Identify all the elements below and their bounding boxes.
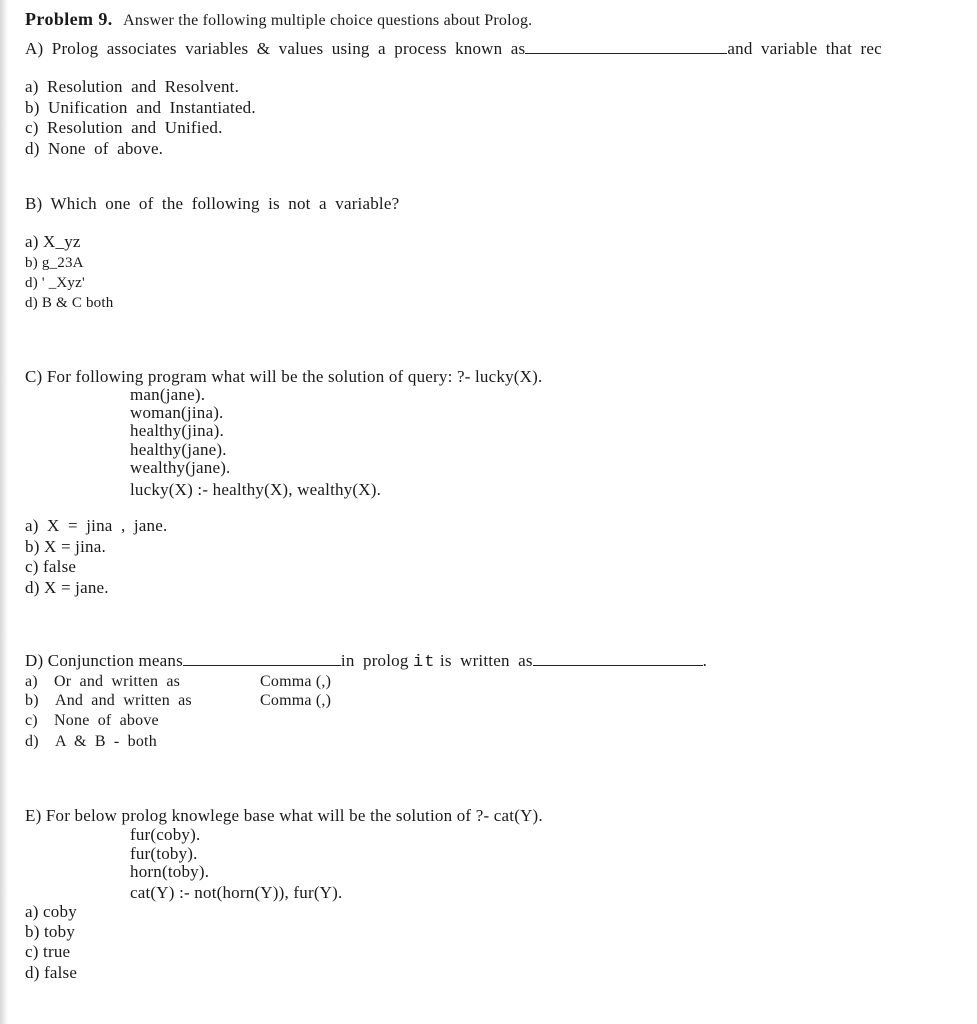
question-d-option-b-extra: Comma (,) xyxy=(260,692,332,709)
option-text: None of above xyxy=(54,712,159,729)
option-text: A & B - both xyxy=(54,733,157,750)
question-d-option-b xyxy=(25,691,192,711)
question-d-prompt-period: . xyxy=(702,651,708,670)
question-e-option-c: c) true xyxy=(25,942,71,961)
question-e-option-d: d) false xyxy=(25,963,78,982)
problem-instruction: Answer the following multiple choice questions about Prolog. xyxy=(123,12,533,29)
problem-heading xyxy=(25,9,532,31)
question-c-code-line: wealthy(jane). xyxy=(130,458,231,477)
question-d-option-c xyxy=(25,711,159,731)
question-a-option-d: d) None of above. xyxy=(25,139,164,158)
option-letter: c) xyxy=(25,712,38,729)
option-letter: a) xyxy=(25,673,38,690)
option-text: And and written as xyxy=(54,692,192,709)
option-text: Or and written as xyxy=(54,673,181,690)
question-a-prompt xyxy=(25,39,882,59)
question-d-option-a xyxy=(25,672,180,692)
question-c-code-line: man(jane). xyxy=(130,385,206,404)
question-a-blank xyxy=(525,39,727,54)
question-d-prompt xyxy=(25,651,707,673)
question-e-option-b: b) toby xyxy=(25,922,76,941)
question-d-blank-2 xyxy=(533,651,703,666)
question-c-prompt: C) For following program what will be the solution of query: ?- lucky(X). xyxy=(25,367,543,386)
question-a-prompt-start: A) Prolog associates variables & values using a process known as xyxy=(25,39,526,58)
problem-label: Problem 9. xyxy=(25,9,113,29)
question-c-code-line: healthy(jane). xyxy=(130,440,227,459)
question-b-option-b: b) g_23A xyxy=(25,255,84,271)
option-letter: d) xyxy=(25,733,39,750)
question-d-blank-1 xyxy=(183,651,341,666)
question-e-code-line: fur(toby). xyxy=(130,844,198,863)
question-c-code-line: healthy(jina). xyxy=(130,421,224,440)
question-b-option-a: a) X_yz xyxy=(25,232,81,251)
question-a-option-b: b) Unification and Instantiated. xyxy=(25,98,256,117)
question-e-code-line: cat(Y) :- not(horn(Y)), fur(Y). xyxy=(130,883,343,902)
question-e-code-line: fur(coby). xyxy=(130,825,201,844)
question-d-prompt-it: it xyxy=(413,653,436,672)
question-a-prompt-end: and variable that rec xyxy=(727,39,882,58)
scan-edge-shadow xyxy=(0,0,8,1024)
question-d-option-d xyxy=(25,732,157,752)
question-a-option-a: a) Resolution and Resolvent. xyxy=(25,77,240,96)
question-c-option-b: b) X = jina. xyxy=(25,537,106,556)
question-e-option-a: a) coby xyxy=(25,902,77,921)
question-b-prompt: B) Which one of the following is not a variable? xyxy=(25,194,400,213)
question-c-option-c: c) false xyxy=(25,557,77,576)
question-c-option-d: d) X = jane. xyxy=(25,578,109,597)
question-e-prompt: E) For below prolog knowlege base what will be the solution of ?- cat(Y). xyxy=(25,806,543,825)
option-letter: b) xyxy=(25,692,39,709)
question-c-code-line: lucky(X) :- healthy(X), wealthy(X). xyxy=(130,480,382,499)
question-d-option-a-extra: Comma (,) xyxy=(260,673,332,690)
question-e-code-line: horn(toby). xyxy=(130,862,210,881)
question-d-prompt-mid: in prolog xyxy=(340,651,409,670)
question-b-option-d: d) B & C both xyxy=(25,295,114,311)
question-c-code-line: woman(jina). xyxy=(130,403,224,422)
question-d-prompt-end: is written as xyxy=(439,651,533,670)
question-b-option-c: d) ' _Xyz' xyxy=(25,275,85,291)
question-d-prompt-start: D) Conjunction means xyxy=(25,651,183,670)
question-c-option-a: a) X = jina , jane. xyxy=(25,516,168,535)
question-a-option-c: c) Resolution and Unified. xyxy=(25,118,223,137)
